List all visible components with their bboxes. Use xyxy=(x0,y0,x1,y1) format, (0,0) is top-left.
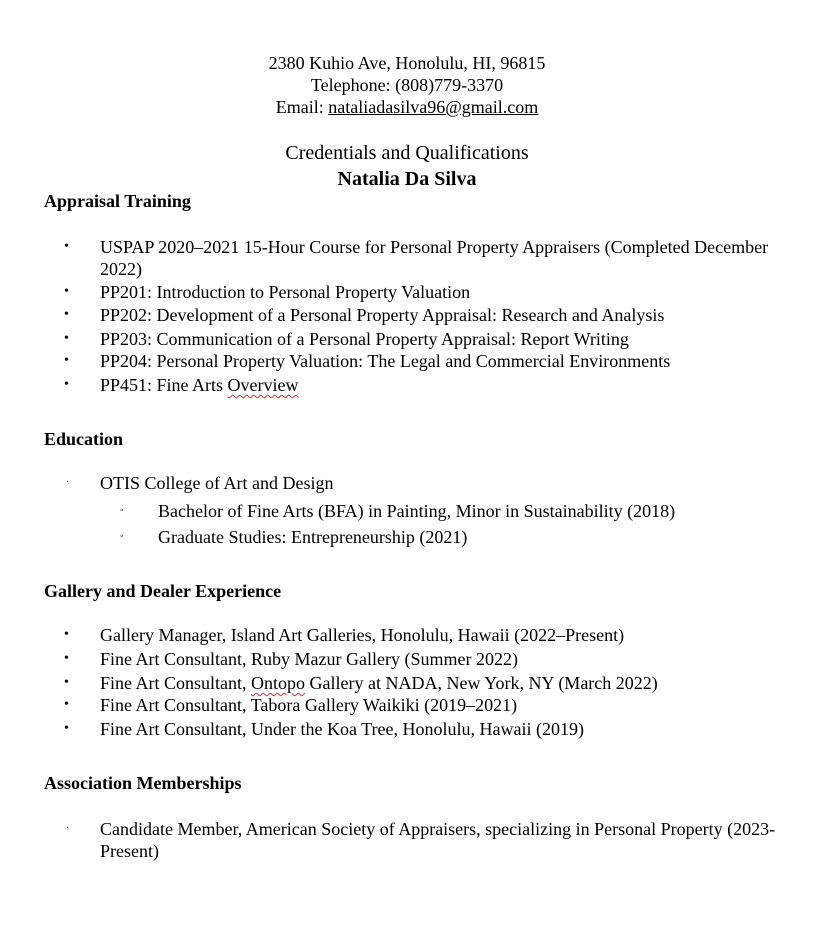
list-item-appraisal-6 xyxy=(100,374,780,396)
document-name: Natalia Da Silva xyxy=(337,168,477,190)
sub-bullet-icon: ◦ xyxy=(120,505,124,516)
list-item-education-graduate: Graduate Studies: Entrepreneurship (2021) xyxy=(158,527,468,547)
bullet-icon: • xyxy=(64,353,69,368)
section-heading-memberships: Association Memberships xyxy=(44,773,242,793)
bullet-icon: • xyxy=(64,377,69,392)
list-item-appraisal-3: PP202: Development of a Personal Property Appraisal: Research and Analysis xyxy=(100,305,665,325)
document-title: Credentials and Qualifications xyxy=(285,142,529,164)
section-heading-education: Education xyxy=(44,429,124,449)
bullet-icon: • xyxy=(64,239,69,254)
list-item-text: Fine Art Consultant, xyxy=(100,673,252,693)
bullet-icon: • xyxy=(64,627,69,642)
list-item-appraisal-5: PP204: Personal Property Valuation: The Legal and Commercial Environments xyxy=(100,351,671,371)
spellcheck-flagged-word[interactable]: Ontopo xyxy=(251,673,306,693)
list-item-text: Gallery at NADA, New York, NY (March 2022) xyxy=(305,673,658,693)
section-heading-appraisal-training: Appraisal Training xyxy=(44,191,191,211)
contact-address: 2380 Kuhio Ave, Honolulu, HI, 96815 xyxy=(268,53,546,73)
spellcheck-flagged-word[interactable]: Overview xyxy=(227,375,299,395)
list-item-gallery-4: Fine Art Consultant, Tabora Gallery Waikiki (2019–2021) xyxy=(100,695,518,715)
contact-telephone: Telephone: (808)779-3370 xyxy=(310,75,504,95)
list-item-gallery-1: Gallery Manager, Island Art Galleries, Honolulu, Hawaii (2022–Present) xyxy=(100,625,625,645)
list-item-gallery-3 xyxy=(100,672,780,694)
sub-bullet-icon: ◦ xyxy=(120,531,124,542)
section-heading-gallery-experience: Gallery and Dealer Experience xyxy=(44,581,282,601)
bullet-icon: • xyxy=(64,651,69,666)
bullet-icon: • xyxy=(64,721,69,736)
bullet-icon: • xyxy=(64,307,69,322)
list-item-appraisal-1: USPAP 2020–2021 15-Hour Course for Personal Property Appraisers (Completed December 2022) xyxy=(100,237,769,279)
bullet-icon: • xyxy=(64,675,69,690)
bullet-icon: · xyxy=(66,477,70,488)
bullet-icon: · xyxy=(66,823,70,834)
list-item-appraisal-2: PP201: Introduction to Personal Property Valuation xyxy=(100,282,471,302)
bullet-icon: • xyxy=(64,697,69,712)
list-item-text: PP451: Fine Arts xyxy=(100,375,228,395)
contact-email-label: Email: xyxy=(275,97,329,117)
contact-email-line xyxy=(0,97,814,117)
list-item-membership-1: Candidate Member, American Society of Appraisers, specializing in Personal Property (2023-Present) xyxy=(100,819,776,861)
list-item-education-school: OTIS College of Art and Design xyxy=(100,473,334,493)
list-item-appraisal-4: PP203: Communication of a Personal Property Appraisal: Report Writing xyxy=(100,329,629,349)
bullet-icon: • xyxy=(64,284,69,299)
list-item-education-degree: Bachelor of Fine Arts (BFA) in Painting, Minor in Sustainability (2018) xyxy=(158,501,676,521)
list-item-gallery-5: Fine Art Consultant, Under the Koa Tree, Honolulu, Hawaii (2019) xyxy=(100,719,584,739)
list-item-gallery-2: Fine Art Consultant, Ruby Mazur Gallery (Summer 2022) xyxy=(100,649,518,669)
bullet-icon: • xyxy=(64,331,69,346)
contact-email-link[interactable]: nataliadasilva96@gmail.com xyxy=(328,97,539,117)
